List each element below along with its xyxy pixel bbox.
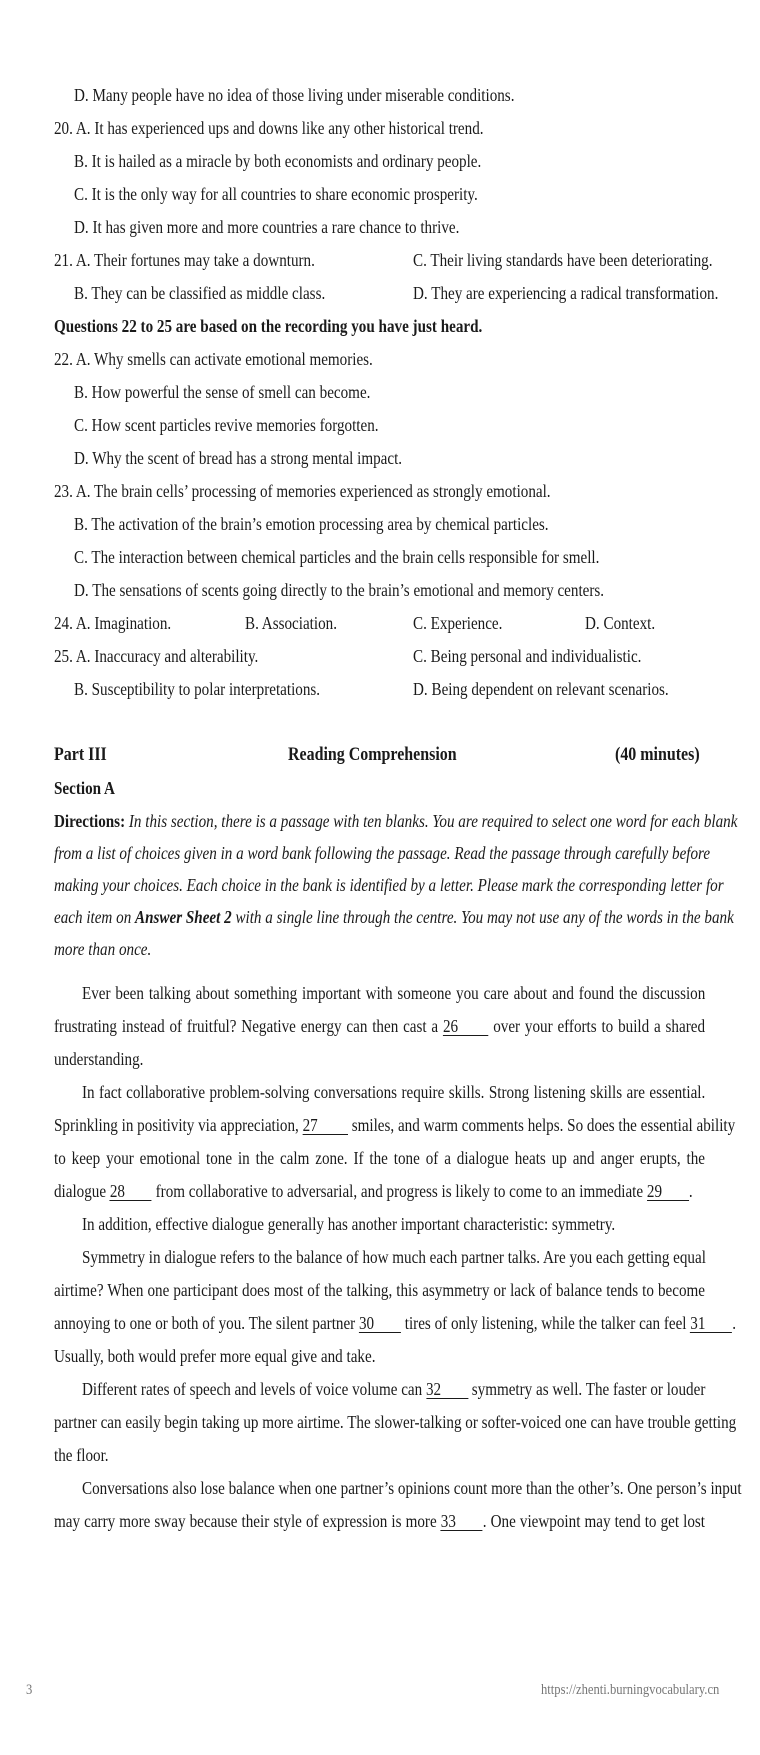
q19-option-d: D. Many people have no idea of those living under miserable conditions. [74, 85, 515, 105]
blank-27[interactable]: 27 [303, 1116, 348, 1135]
passage-p6-line-1: Conversations also lose balance when one partner’s opinions count more than the other’s. One person’s input [82, 1478, 742, 1498]
passage-p2-line-4: dialogue 28 from collaborative to adversarial, and progress is likely to come to an immediate 29 . [54, 1181, 693, 1201]
q23-option-c: C. The interaction between chemical particles and the brain cells responsible for smell. [74, 547, 600, 567]
q22-option-b: B. How powerful the sense of smell can become. [74, 382, 371, 402]
directions-line-1: Directions: In this section, there is a passage with ten blanks. You are required to select one word for each blank [54, 811, 738, 831]
passage-p4-line-1: Symmetry in dialogue refers to the balance of how much each partner talks. Are you each getting equal [82, 1247, 706, 1267]
q21-option-a: 21. A. Their fortunes may take a downturn. [54, 250, 315, 270]
q20-option-a: 20. A. It has experienced ups and downs like any other historical trend. [54, 118, 484, 138]
q22-option-a: 22. A. Why smells can activate emotional memories. [54, 349, 373, 369]
q25-option-a: 25. A. Inaccuracy and alterability. [54, 646, 259, 666]
passage-p5-line-2: partner can easily begin taking up more airtime. The slower-talking or softer-voiced one can have trouble getting [54, 1412, 737, 1432]
q24-option-a: 24. A. Imagination. [54, 613, 172, 633]
passage-p2-line-1: In fact collaborative problem-solving conversations require skills. Strong listening skills are essential. [82, 1082, 706, 1102]
directions-line-2: from a list of choices given in a word bank following the passage. Read the passage through carefully before [54, 843, 711, 863]
q20-option-b: B. It is hailed as a miracle by both economists and ordinary people. [74, 151, 482, 171]
q25-option-d: D. Being dependent on relevant scenarios. [413, 679, 669, 699]
passage-p3: In addition, effective dialogue generally has another important characteristic: symmetry. [82, 1214, 616, 1234]
blank-26[interactable]: 26 [443, 1017, 488, 1036]
passage-p4-line-3: annoying to one or both of you. The silent partner 30 tires of only listening, while the talker can feel 31 . [54, 1313, 737, 1333]
q22-option-c: C. How scent particles revive memories forgotten. [74, 415, 379, 435]
part-label: Part III [54, 744, 107, 765]
passage-p5-line-3: the floor. [54, 1445, 109, 1465]
q21-option-d: D. They are experiencing a radical transformation. [413, 283, 719, 303]
q23-option-a: 23. A. The brain cells’ processing of memories experienced as strongly emotional. [54, 481, 551, 501]
page-number: 3 [26, 1682, 33, 1698]
blank-32[interactable]: 32 [426, 1380, 468, 1399]
q23-option-b: B. The activation of the brain’s emotion processing area by chemical particles. [74, 514, 549, 534]
q24-option-d: D. Context. [585, 613, 656, 633]
questions-instruction: Questions 22 to 25 are based on the recording you have just heard. [54, 316, 483, 336]
part-title: Reading Comprehension [288, 744, 457, 765]
answer-sheet-ref: Answer Sheet 2 [135, 907, 232, 927]
q21-option-b: B. They can be classified as middle class. [74, 283, 326, 303]
section-title: Section A [54, 778, 115, 798]
passage-p6-line-2: may carry more sway because their style of expression is more 33 . One viewpoint may tend to get lost [54, 1511, 705, 1531]
passage-p4-line-4: Usually, both would prefer more equal give and take. [54, 1346, 376, 1366]
blank-28[interactable]: 28 [110, 1182, 152, 1201]
blank-33[interactable]: 33 [441, 1512, 483, 1531]
q20-option-d: D. It has given more and more countries a rare chance to thrive. [74, 217, 460, 237]
q20-option-c: C. It is the only way for all countries to share economic prosperity. [74, 184, 478, 204]
q24-option-b: B. Association. [245, 613, 337, 633]
blank-31[interactable]: 31 [690, 1314, 732, 1333]
passage-p2-line-2: Sprinkling in positivity via appreciation, 27 smiles, and warm comments helps. So does the essential ability [54, 1115, 736, 1135]
directions-line-5: more than once. [54, 939, 152, 959]
q22-option-d: D. Why the scent of bread has a strong mental impact. [74, 448, 403, 468]
passage-p4-line-2: airtime? When one participant does most of the talking, this asymmetry or lack of balance tends to become [54, 1280, 705, 1300]
directions-line-3: making your choices. Each choice in the bank is identified by a letter. Please mark the corresponding letter for [54, 875, 724, 895]
blank-30[interactable]: 30 [359, 1314, 401, 1333]
q21-option-c: C. Their living standards have been deteriorating. [413, 250, 713, 270]
passage-p1-line-3: understanding. [54, 1049, 144, 1069]
blank-29[interactable]: 29 [647, 1182, 689, 1201]
q25-option-b: B. Susceptibility to polar interpretations. [74, 679, 321, 699]
footer-url[interactable]: https://zhenti.burningvocabulary.cn [541, 1682, 720, 1698]
directions-label: Directions: [54, 811, 126, 831]
passage-p2-line-3: to keep your emotional tone in the calm zone. If the tone of a dialogue heats up and anger erupts, the [54, 1148, 705, 1168]
q24-option-c: C. Experience. [413, 613, 503, 633]
passage-p1-line-1: Ever been talking about something important with someone you care about and found the discussion [82, 983, 706, 1003]
q25-option-c: C. Being personal and individualistic. [413, 646, 642, 666]
passage-p5-line-1: Different rates of speech and levels of voice volume can 32 symmetry as well. The faster or louder [82, 1379, 706, 1399]
directions-line-4: each item on Answer Sheet 2 with a single line through the centre. You may not use any of the words in the bank [54, 907, 734, 927]
part-time: (40 minutes) [615, 744, 700, 765]
passage-p1-line-2: frustrating instead of fruitful? Negative energy can then cast a 26 over your efforts to build a shared [54, 1016, 706, 1036]
q23-option-d: D. The sensations of scents going directly to the brain’s emotional and memory centers. [74, 580, 605, 600]
